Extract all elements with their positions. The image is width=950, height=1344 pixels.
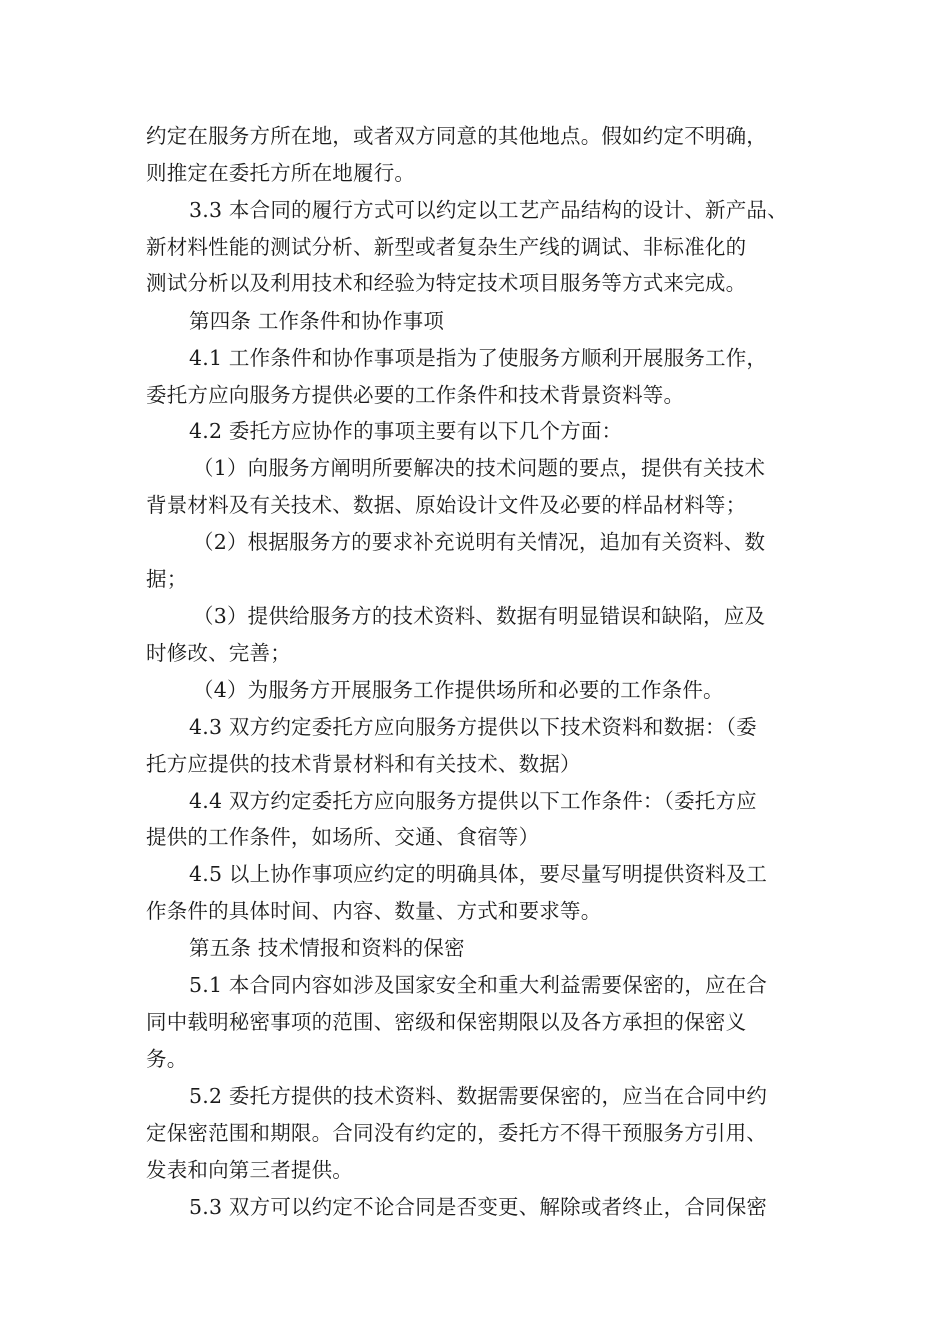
text-line: 约定在服务方所在地，或者双方同意的其他地点。假如约定不明确，	[146, 124, 767, 148]
text-line: 4.5 以上协作事项应约定的明确具体，要尽量写明提供资料及工	[189, 862, 768, 886]
text-line: 4.4 双方约定委托方应向服务方提供以下工作条件：（委托方应	[189, 789, 757, 813]
text-line: 托方应提供的技术背景材料和有关技术、数据）	[146, 752, 581, 776]
text-line: （1）向服务方阐明所要解决的技术问题的要点，提供有关技术	[193, 456, 766, 480]
text-line: 据；	[146, 567, 188, 591]
text-line: （4）为服务方开展服务工作提供场所和必要的工作条件。	[193, 678, 724, 702]
text-line: 测试分析以及利用技术和经验为特定技术项目服务等方式来完成。	[146, 271, 747, 295]
text-line: 则推定在委托方所在地履行。	[146, 161, 416, 185]
section-heading: 第五条 技术情报和资料的保密	[189, 936, 465, 960]
text-line: 发表和向第三者提供。	[146, 1158, 353, 1182]
text-line: 3.3 本合同的履行方式可以约定以工艺产品结构的设计、新产品、	[189, 198, 788, 222]
text-line: 委托方应向服务方提供必要的工作条件和技术背景资料等。	[146, 383, 685, 407]
text-line: 务。	[146, 1047, 188, 1071]
text-line: （2）根据服务方的要求补充说明有关情况，追加有关资料、数	[193, 530, 766, 554]
text-line: 5.2 委托方提供的技术资料、数据需要保密的，应当在合同中约	[189, 1084, 768, 1108]
text-line: 4.3 双方约定委托方应向服务方提供以下技术资料和数据：（委	[189, 715, 757, 739]
text-line: 5.3 双方可以约定不论合同是否变更、解除或者终止，合同保密	[189, 1195, 768, 1219]
text-line: 同中载明秘密事项的范围、密级和保密期限以及各方承担的保密义	[146, 1010, 747, 1034]
text-line: 4.2 委托方应协作的事项主要有以下几个方面：	[189, 419, 623, 443]
text-line: 5.1 本合同内容如涉及国家安全和重大利益需要保密的，应在合	[189, 973, 768, 997]
section-heading: 第四条 工作条件和协作事项	[189, 309, 445, 333]
text-line: 作条件的具体时间、内容、数量、方式和要求等。	[146, 899, 602, 923]
text-line: 背景材料及有关技术、数据、原始设计文件及必要的样品材料等；	[146, 493, 747, 517]
text-line: 4.1 工作条件和协作事项是指为了使服务方顺利开展服务工作，	[189, 346, 768, 370]
text-line: 新材料性能的测试分析、新型或者复杂生产线的调试、非标准化的	[146, 235, 747, 259]
text-line: 定保密范围和期限。合同没有约定的，委托方不得干预服务方引用、	[146, 1121, 767, 1145]
text-line: 提供的工作条件，如场所、交通、食宿等）	[146, 825, 540, 849]
text-line: （3）提供给服务方的技术资料、数据有明显错误和缺陷，应及	[193, 604, 766, 628]
text-line: 时修改、完善；	[146, 641, 291, 665]
